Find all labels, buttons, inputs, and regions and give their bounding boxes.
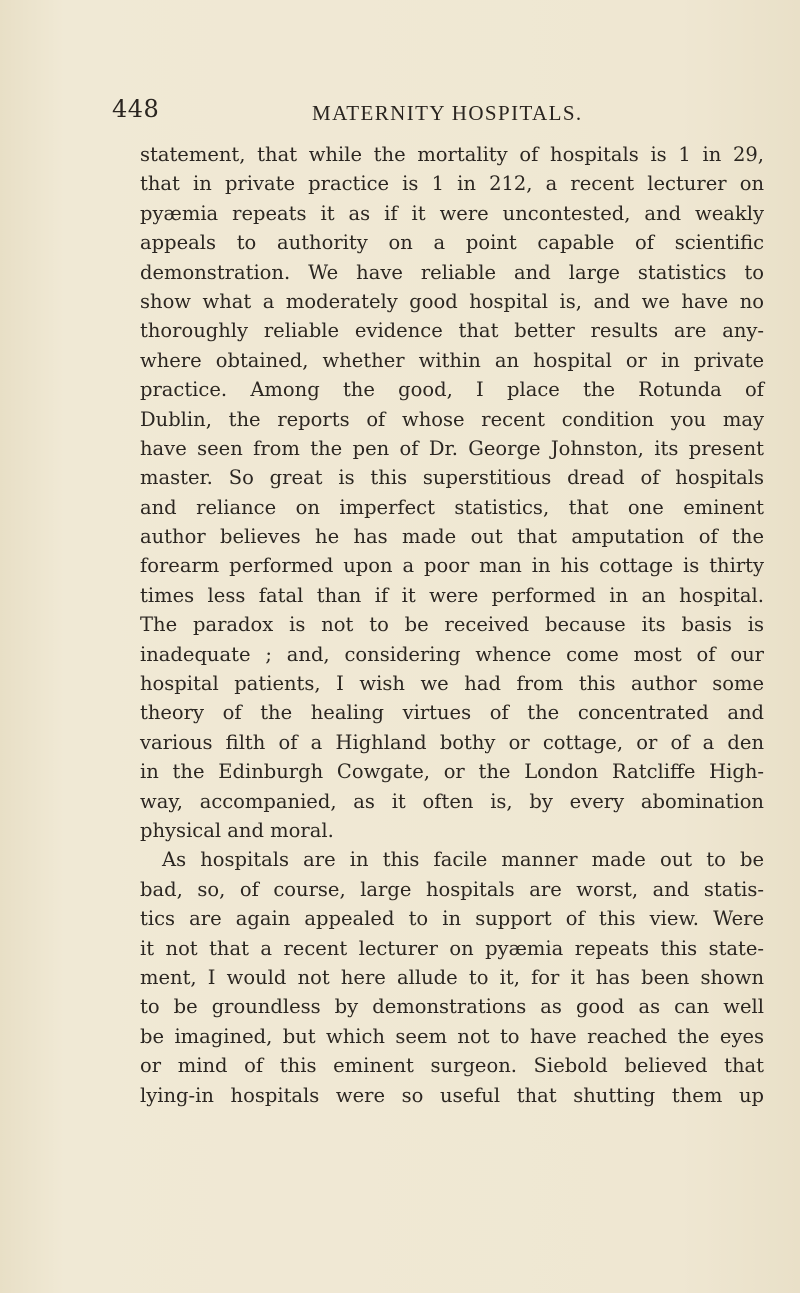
text-line: have seen from the pen of Dr. George Johnston, its present	[140, 436, 764, 460]
text-line: pyæmia repeats it as if it were uncontested, and weakly	[140, 201, 764, 225]
text-line: bad, so, of course, large hospitals are worst, and statis-	[140, 877, 764, 901]
text-line: where obtained, whether within an hospital or in private	[140, 348, 764, 372]
text-line: master. So great is this superstitious dread of hospitals	[140, 466, 764, 490]
text-line: inadequate ; and, considering whence come most of our	[140, 642, 764, 666]
text-line: or mind of this eminent surgeon. Siebold believed that	[140, 1054, 764, 1078]
paragraph-end-line: physical and moral.	[140, 818, 334, 842]
text-line: times less fatal than if it were performed in an hospital.	[140, 583, 764, 607]
text-line: way, accompanied, as it often is, by every abomination	[140, 789, 764, 813]
paragraph-start-line: As hospitals are in this facile manner made out to be	[162, 848, 764, 872]
running-head: MATERNITY HOSPITALS.	[312, 101, 583, 125]
text-line: to be groundless by demonstrations as good as can well	[140, 995, 764, 1019]
text-line: show what a moderately good hospital is, and we have no	[140, 289, 764, 313]
text-line: in the Edinburgh Cowgate, or the London Ratcliffe High-	[140, 760, 764, 784]
page-number: 448	[112, 95, 160, 123]
text-line: The paradox is not to be received because its basis is	[140, 613, 764, 637]
body-text	[140, 140, 764, 1110]
text-line: theory of the healing virtues of the concentrated and	[140, 701, 764, 725]
text-line: author believes he has made out that amputation of the	[140, 525, 764, 549]
text-line: tics are again appealed to in support of this view. Were	[140, 907, 764, 931]
text-line: lying-in hospitals were so useful that shutting them up	[140, 1083, 764, 1107]
page-header	[0, 95, 800, 135]
text-line: ment, I would not here allude to it, for it has been shown	[140, 965, 764, 989]
text-line: appeals to authority on a point capable of scientific	[140, 231, 764, 255]
text-line: and reliance on imperfect statistics, that one eminent	[140, 495, 764, 519]
text-line: various filth of a Highland bothy or cottage, or of a den	[140, 730, 764, 754]
text-line: Dublin, the reports of whose recent condition you may	[140, 407, 764, 431]
text-line: demonstration. We have reliable and large statistics to	[140, 260, 764, 284]
text-line: thoroughly reliable evidence that better results are any-	[140, 319, 764, 343]
text-line: statement, that while the mortality of hospitals is 1 in 29,	[140, 143, 764, 166]
text-line: be imagined, but which seem not to have reached the eyes	[140, 1024, 764, 1048]
text-line: hospital patients, I wish we had from this author some	[140, 672, 764, 696]
text-line: it not that a recent lecturer on pyæmia repeats this state-	[140, 936, 764, 960]
text-line: practice. Among the good, I place the Rotunda of	[140, 378, 764, 402]
text-line: that in private practice is 1 in 212, a recent lecturer on	[140, 172, 764, 196]
text-line: forearm performed upon a poor man in his cottage is thirty	[140, 554, 764, 578]
